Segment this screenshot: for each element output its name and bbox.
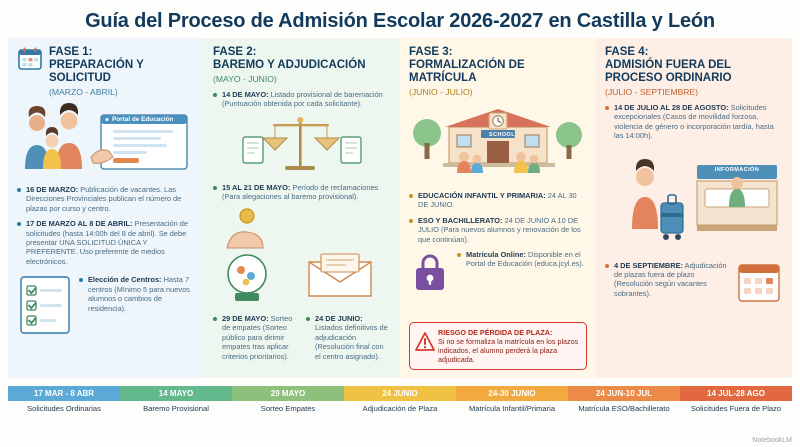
phase-4-note-1-body: Solicitudes excepcionales (Casos de movilidad forzosa, violencia de género o incorporación tardía, hasta las 14:00h). xyxy=(614,102,774,141)
phase-3-note-2-head: ESO Y BACHILLERATO: xyxy=(418,215,503,225)
timeline-label-2: Baremo Provisional xyxy=(143,404,209,413)
phase-2-note-4 xyxy=(306,314,391,361)
phase-2-note-3 xyxy=(213,314,298,361)
phase-3-note-3-head: Matrícula Online: xyxy=(466,249,526,259)
timeline-range-6: 24 JUN-10 JUL xyxy=(568,386,680,401)
calendar-icon xyxy=(17,46,43,72)
timeline-label-5: Matrícula Infantil/Primaria xyxy=(468,404,556,413)
phase-3-note-1-body: 24 AL 30 DE JUNIO. xyxy=(418,190,577,210)
lock-icon xyxy=(409,250,451,296)
phase-3-title: FORMALIZACIÓN DE MATRÍCULA xyxy=(409,58,525,84)
online-matricula-block xyxy=(409,250,587,296)
phase-1-note-2 xyxy=(17,219,195,266)
phase-column-1 xyxy=(8,38,204,378)
phase-2-note-2-body: Período de reclamaciones (Para alegaciones al baremo provisional). xyxy=(222,182,379,202)
phase-4-note-2-head: 4 DE SEPTIEMBRE: xyxy=(614,260,683,270)
phase-4-title: ADMISIÓN FUERA DEL PROCESO ORDINARIO xyxy=(605,58,732,84)
phase-1-note-1 xyxy=(17,185,195,213)
timeline-range-2: 14 MAYO xyxy=(120,386,232,401)
coin-hand-icon xyxy=(213,206,305,252)
timeline-label-4: Adjudicación de Plaza xyxy=(362,404,438,413)
phase-4-note-2-body: Adjudicación de plazas fuera de plazo (Resolución según vacantes sobrantes). xyxy=(614,260,727,298)
info-sign-label: INFORMACIÓN xyxy=(714,166,760,173)
phase-4-label: FASE 4: xyxy=(605,46,649,58)
phase-3-note-1 xyxy=(409,191,587,210)
phase-column-2 xyxy=(204,38,400,378)
sorteo-illustration xyxy=(213,252,391,308)
timeline-item-7 xyxy=(680,386,792,430)
timeline-item-6 xyxy=(568,386,680,430)
phase-2-dates: (MAYO - JUNIO) xyxy=(213,73,277,84)
warning-icon xyxy=(415,332,435,352)
school-icon xyxy=(409,101,587,185)
phase-1-checklist-block xyxy=(17,273,195,335)
phase-column-4 xyxy=(596,38,792,378)
watermark: NotebookLM xyxy=(752,437,792,444)
phase-2-note-1-head: 14 DE MAYO: xyxy=(222,89,269,99)
phase-3-note-2-body: 24 DE JUNIO A 10 DE JULIO (Para nuevos alumnos y renovación de los que continúan). xyxy=(418,215,581,244)
timeline-range-4: 24 JUNIO xyxy=(344,386,456,401)
timeline xyxy=(8,386,792,430)
phase-2-note-4-head: 24 DE JUNIO: xyxy=(315,313,363,323)
phase-1-note-2-body: Presentación de solicitudes (hasta 14:00h del 8 de abril). Se debe presentar UNA SOLICITUD ÚNICA Y PREFERENTE. Uso preferente de medios electrónicos. xyxy=(26,219,188,266)
timeline-label-3: Sorteo Empates xyxy=(260,404,316,413)
timeline-label-6: Matrícula ESO/Bachillerato xyxy=(578,404,670,413)
phase-3-note-3 xyxy=(457,250,587,269)
phase-1-note-2-head: 17 DE MARZO AL 8 DE ABRIL: xyxy=(26,219,133,229)
phase-3-note-1-head: EDUCACIÓN INFANTIL Y PRIMARIA: xyxy=(418,190,546,200)
phase-2-header xyxy=(213,46,391,84)
risk-warning-box xyxy=(409,322,587,370)
timeline-item-3 xyxy=(232,386,344,430)
phase-columns xyxy=(8,38,792,378)
phase-3-note-3-body: Disponible en el Portal de Educación (educa.jcyl.es). xyxy=(466,249,584,269)
risk-warning-body: Si no se formaliza la matrícula en los plazos indicados, el alumno perderá la plaza adjudicada. xyxy=(438,337,579,364)
phase-1-note-3 xyxy=(79,275,195,335)
phase-2-title: BAREMO Y ADJUDICACIÓN xyxy=(213,58,366,71)
phase-2-note-1-body: Listado provisional de baremación (Puntuación obtenida por cada solicitante). xyxy=(222,89,383,109)
phase-2-label: FASE 2: xyxy=(213,46,257,58)
phase-2-note-3-head: 29 DE MAYO: xyxy=(222,313,269,323)
phase-4-illustration xyxy=(605,147,783,255)
phase-4-note-2-block xyxy=(605,257,783,305)
phase-1-dates: (MARZO - ABRIL) xyxy=(49,86,118,97)
phase-4-note-1-head: 14 DE JULIO AL 28 DE AGOSTO: xyxy=(614,102,729,112)
phase-column-3 xyxy=(400,38,596,378)
school-sign-label: SCHOOL xyxy=(488,131,516,138)
phase-1-note-3-body: Hasta 7 centros (Mínimo 5 para nuevos alumnos o cambios de residencia). xyxy=(88,275,190,313)
phase-1-header xyxy=(17,46,195,97)
timeline-range-3: 29 MAYO xyxy=(232,386,344,401)
phase-2-note-4-body: Listados definitivos de adjudicación (Resolución final con el centro asignado). xyxy=(315,323,388,361)
timeline-range-7: 14 JUL-28 AGO xyxy=(680,386,792,401)
timeline-range-5: 24-30 JUNIO xyxy=(456,386,568,401)
timeline-label-1: Solicitudes Ordinarias xyxy=(27,404,101,413)
phase-2-note-2 xyxy=(213,183,391,202)
phase-2-note-3-body: Sorteo de empates (Sorteo público para dirimir empates tras aplicar criterios prioritarios). xyxy=(222,313,293,361)
phase-3-note-2 xyxy=(409,216,587,244)
calendar-september-icon xyxy=(735,257,783,305)
phase-4-note-2 xyxy=(605,261,729,299)
timeline-item-2 xyxy=(120,386,232,430)
phase-2-note-2-head: 15 AL 21 DE MAYO: xyxy=(222,182,291,192)
phase-4-dates: (JULIO - SEPTIEMBRE) xyxy=(605,86,699,97)
phase-1-note-3-head: Elección de Centros: xyxy=(88,275,162,285)
phase-1-note-1-head: 16 DE MARZO: xyxy=(26,184,79,194)
phase-1-label: FASE 1: xyxy=(49,46,93,58)
scales-illustration xyxy=(213,111,391,177)
timeline-item-1 xyxy=(8,386,120,430)
hand-coin-illustration xyxy=(213,206,391,252)
school-illustration xyxy=(409,101,587,185)
phase-3-dates: (JUNIO - JULIO) xyxy=(409,86,473,97)
phase-2-note-1 xyxy=(213,90,391,109)
risk-warning-title: RIESGO DE PÉRDIDA DE PLAZA: xyxy=(438,328,553,337)
checklist-icon xyxy=(17,273,73,335)
phase-1-title: PREPARACIÓN Y SOLICITUD xyxy=(49,58,144,84)
portal-window-title: Portal de Educación xyxy=(112,115,174,123)
timeline-item-5 xyxy=(456,386,568,430)
timeline-label-7: Solicitudes Fuera de Plazo xyxy=(690,404,782,413)
page-title: Guía del Proceso de Admisión Escolar 2026-2027 en Castilla y León xyxy=(85,10,715,32)
scales-icon xyxy=(213,111,391,177)
phase-3-label: FASE 3: xyxy=(409,46,453,58)
phase-3-header xyxy=(409,46,587,97)
phase-4-header xyxy=(605,46,783,97)
timeline-range-1: 17 MAR - 8 ABR xyxy=(8,386,120,401)
phase-1-note-1-body: Publicación de vacantes. Las Direcciones Provinciales publican el número de plazas por curso y centro. xyxy=(26,184,182,213)
phase-4-note-1 xyxy=(605,103,783,141)
phase-1-illustration xyxy=(17,101,195,179)
timeline-item-4 xyxy=(344,386,456,430)
